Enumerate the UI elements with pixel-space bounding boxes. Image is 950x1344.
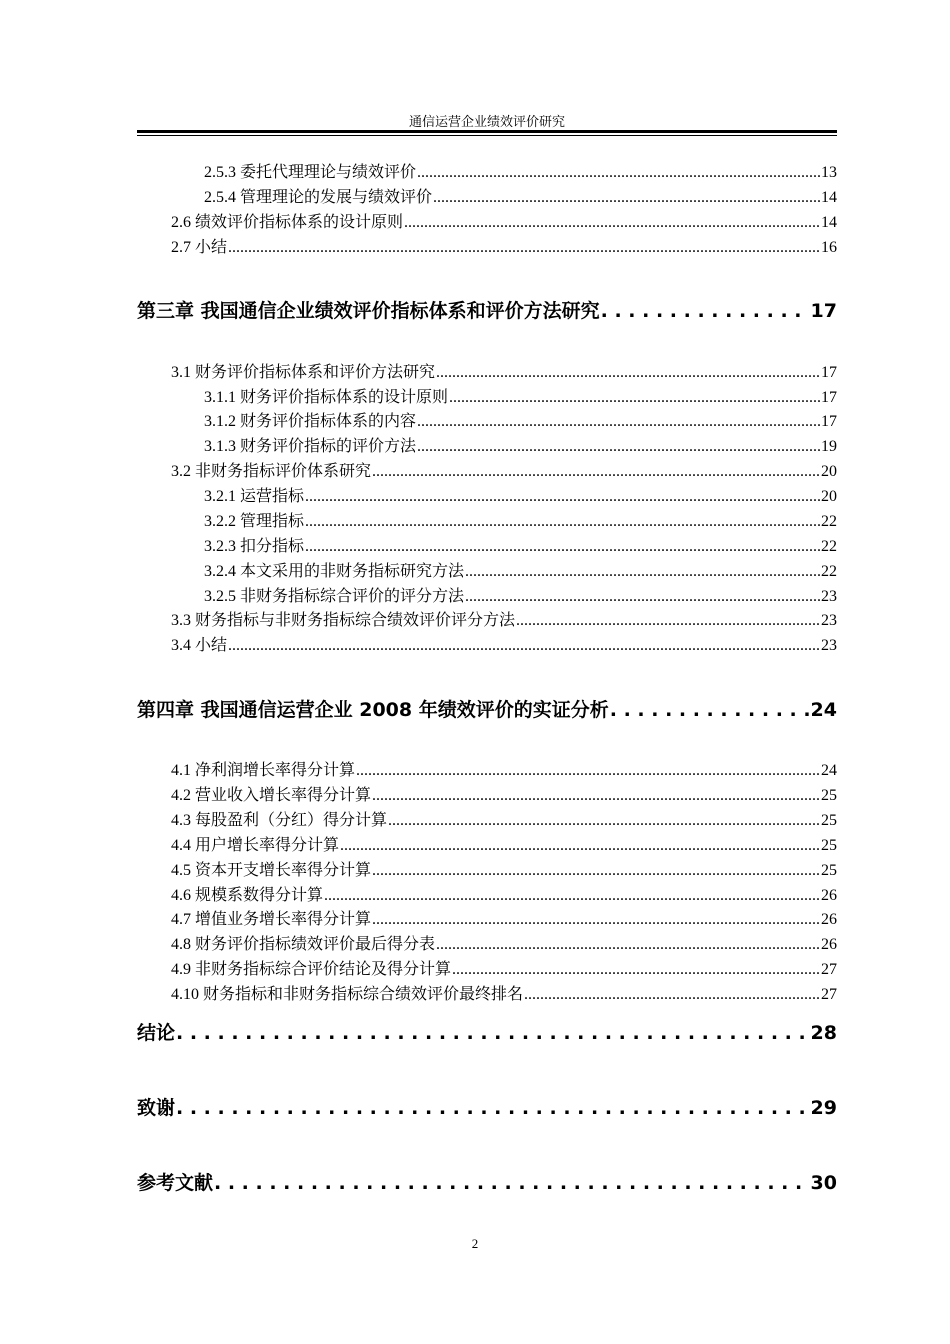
toc-page-number: 25: [821, 837, 837, 854]
toc-entry-3-2-2[interactable]: [204, 512, 837, 532]
toc-leader: [417, 163, 820, 183]
toc-entry-3-2-5[interactable]: [204, 587, 837, 607]
toc-entry-title: 2.7 小结: [171, 239, 228, 256]
toc-chapter-4[interactable]: [137, 698, 837, 722]
toc-conclusion[interactable]: [137, 1021, 837, 1045]
toc-page-number: 13: [821, 164, 837, 181]
toc-references[interactable]: [137, 1171, 837, 1195]
toc-page-number: 30: [810, 1172, 837, 1194]
toc-leader: [305, 487, 820, 507]
toc-entry-title: 4.5 资本开支增长率得分计算: [171, 862, 372, 879]
toc-page-number: 17: [821, 364, 837, 381]
toc-leader: [465, 587, 820, 607]
toc-entry-title: 4.2 营业收入增长率得分计算: [171, 787, 372, 804]
toc-page-number: 20: [821, 463, 837, 480]
toc-chapter-title: 第三章 我国通信企业绩效评价指标体系和评价方法研究: [137, 300, 600, 322]
toc-entry-4-1[interactable]: [171, 761, 837, 781]
toc-page-number: 25: [821, 862, 837, 879]
toc-leader: [433, 188, 820, 208]
toc-entry-4-4[interactable]: [171, 836, 837, 856]
toc-entry-3-2[interactable]: [171, 462, 837, 482]
toc-entry-3-1[interactable]: [171, 363, 837, 383]
toc-entry-title: 4.9 非财务指标综合评价结论及得分计算: [171, 961, 452, 978]
toc-entry-title: 4.6 规模系数得分计算: [171, 887, 324, 904]
toc-entry-title: 3.3 财务指标与非财务指标综合绩效评价评分方法: [171, 612, 516, 629]
toc-leader: [372, 910, 820, 930]
toc-entry-title: 2.6 绩效评价指标体系的设计原则: [171, 214, 404, 231]
toc-entry-title: 3.1 财务评价指标体系和评价方法研究: [171, 364, 436, 381]
toc-leader: [610, 698, 810, 722]
toc-leader: [228, 238, 820, 258]
toc-page-number: 24: [821, 762, 837, 779]
toc-entry-title: 3.2.5 非财务指标综合评价的评分方法: [204, 588, 465, 605]
toc-entry-2-5-3[interactable]: [204, 163, 837, 183]
toc-page-number: 27: [821, 986, 837, 1003]
toc-entry-title: 3.1.2 财务评价指标体系的内容: [204, 413, 417, 430]
toc-entry-3-1-3[interactable]: [204, 437, 837, 457]
toc-entry-title: 3.2 非财务指标评价体系研究: [171, 463, 372, 480]
toc-entry-3-4[interactable]: [171, 636, 837, 656]
toc-entry-4-2[interactable]: [171, 786, 837, 806]
page-number: 2: [471, 1236, 479, 1251]
toc-leader: [516, 611, 820, 631]
toc-leader: [305, 537, 820, 557]
toc-leader: [524, 985, 820, 1005]
toc-page-number: 22: [821, 563, 837, 580]
toc-entry-title: 3.2.1 运营指标: [204, 488, 305, 505]
toc-chapter-title: 结论: [137, 1022, 176, 1044]
header-rule-thin: [137, 135, 837, 136]
toc-leader: [465, 562, 820, 582]
toc-entry-title: 4.3 每股盈利（分红）得分计算: [171, 812, 388, 829]
toc-entry-title: 4.8 财务评价指标绩效评价最后得分表: [171, 936, 436, 953]
toc-chapter-title: 致谢: [137, 1097, 176, 1119]
toc-leader: [372, 786, 820, 806]
toc-entry-title: 2.5.4 管理理论的发展与绩效评价: [204, 189, 433, 206]
toc-entry-title: 3.1.1 财务评价指标体系的设计原则: [204, 389, 449, 406]
toc-page-number: 22: [821, 538, 837, 555]
toc-entry-4-6[interactable]: [171, 886, 837, 906]
toc-page-number: 25: [821, 787, 837, 804]
toc-entry-3-2-1[interactable]: [204, 487, 837, 507]
toc-entry-4-10[interactable]: [171, 985, 837, 1005]
toc-entry-4-3[interactable]: [171, 811, 837, 831]
toc-page-number: 28: [810, 1022, 837, 1044]
toc-leader: [436, 363, 820, 383]
toc-entry-2-6[interactable]: [171, 213, 837, 233]
toc-entry-title: 3.1.3 财务评价指标的评价方法: [204, 438, 417, 455]
toc-leader: [417, 412, 820, 432]
toc-leader: [452, 960, 820, 980]
toc-entry-title: 3.2.3 扣分指标: [204, 538, 305, 555]
toc-leader: [436, 935, 820, 955]
toc-chapter-title: 第四章 我国通信运营企业 2008 年绩效评价的实证分析: [137, 699, 609, 721]
toc-leader: [601, 299, 810, 323]
toc-page-number: 26: [821, 911, 837, 928]
toc-page-number: 26: [821, 887, 837, 904]
toc-leader: [372, 861, 820, 881]
toc-page-number: 23: [821, 612, 837, 629]
toc-leader: [176, 1021, 810, 1045]
toc-leader: [372, 462, 820, 482]
toc-page-number: 19: [821, 438, 837, 455]
toc-chapter-3[interactable]: [137, 299, 837, 323]
toc-page-number: 17: [821, 413, 837, 430]
toc-page-number: 23: [821, 588, 837, 605]
toc-page-number: 24: [810, 699, 837, 721]
toc-entry-3-1-1[interactable]: [204, 388, 837, 408]
toc-page-number: 17: [810, 300, 837, 322]
toc-page-number: 16: [821, 239, 837, 256]
toc-page-number: 17: [821, 389, 837, 406]
toc-page-number: 27: [821, 961, 837, 978]
toc-entry-2-7[interactable]: [171, 238, 837, 258]
running-header-title: 通信运营企业绩效评价研究: [408, 114, 565, 129]
toc-acknowledgements[interactable]: [137, 1096, 837, 1120]
toc-leader: [214, 1171, 810, 1195]
toc-entry-4-9[interactable]: [171, 960, 837, 980]
toc-entry-2-5-4[interactable]: [204, 188, 837, 208]
toc-leader: [176, 1096, 810, 1120]
toc-entry-3-3[interactable]: [171, 611, 837, 631]
toc-page-number: 23: [821, 637, 837, 654]
toc-leader: [228, 636, 820, 656]
toc-entry-title: 3.4 小结: [171, 637, 228, 654]
header-rule-thick: [137, 130, 837, 133]
toc-entry-title: 3.2.2 管理指标: [204, 513, 305, 530]
toc-leader: [417, 437, 820, 457]
toc-entry-title: 4.4 用户增长率得分计算: [171, 837, 340, 854]
toc-entry-3-1-2[interactable]: [204, 412, 837, 432]
toc-entry-3-2-3[interactable]: [204, 537, 837, 557]
toc-page-number: 29: [810, 1097, 837, 1119]
toc-leader: [340, 836, 820, 856]
toc-chapter-title: 参考文献: [137, 1172, 214, 1194]
toc-page-number: 22: [821, 513, 837, 530]
toc-entry-title: 4.1 净利润增长率得分计算: [171, 762, 356, 779]
toc-leader: [449, 388, 820, 408]
toc-entry-3-2-4[interactable]: [204, 562, 837, 582]
toc-page-number: 26: [821, 936, 837, 953]
toc-leader: [404, 213, 820, 233]
toc-entry-title: 4.10 财务指标和非财务指标综合绩效评价最终排名: [171, 986, 524, 1003]
toc-entry-4-5[interactable]: [171, 861, 837, 881]
toc-entry-title: 2.5.3 委托代理理论与绩效评价: [204, 164, 417, 181]
toc-leader: [356, 761, 820, 781]
toc-page-number: 25: [821, 812, 837, 829]
toc-leader: [305, 512, 820, 532]
toc-page-number: 20: [821, 488, 837, 505]
toc-page-number: 14: [821, 189, 837, 206]
toc-entry-4-7[interactable]: [171, 910, 837, 930]
toc-leader: [324, 886, 820, 906]
toc-entry-4-8[interactable]: [171, 935, 837, 955]
toc-entry-title: 4.7 增值业务增长率得分计算: [171, 911, 372, 928]
toc-leader: [388, 811, 820, 831]
toc-page-number: 14: [821, 214, 837, 231]
toc-entry-title: 3.2.4 本文采用的非财务指标研究方法: [204, 563, 465, 580]
